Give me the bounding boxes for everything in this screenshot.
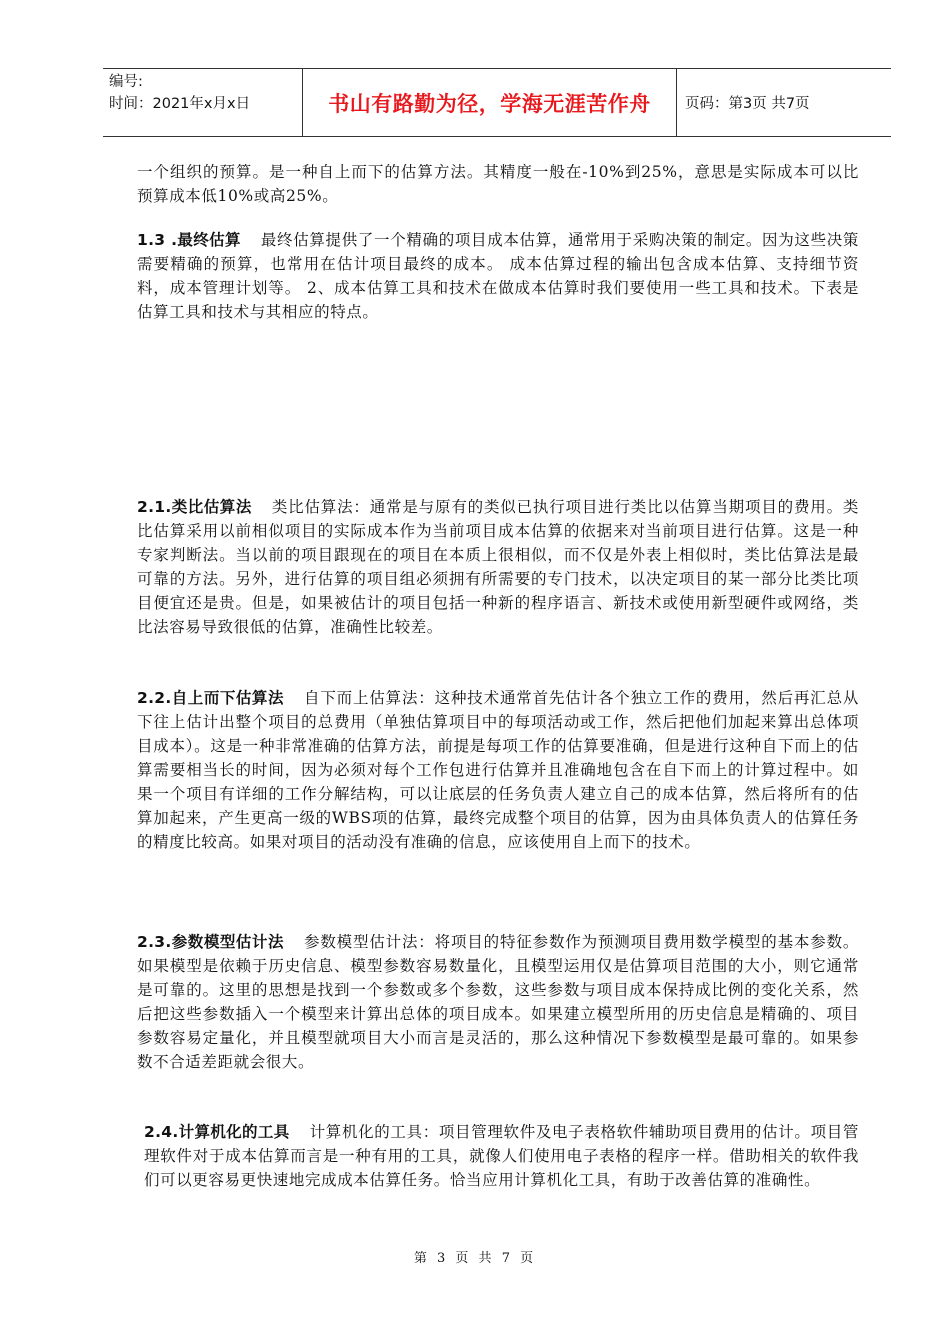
section-heading: 2.4.计算机化的工具	[144, 1123, 290, 1141]
header-motto: 书山有路勤为径，学海无涯苦作舟	[303, 69, 677, 136]
page-footer: 第 3 页 共 7 页	[413, 1251, 537, 1266]
header-meta	[103, 69, 303, 136]
paragraph-computerized-tools	[144, 1120, 859, 1192]
paragraph-text: 计算机化的工具：项目管理软件及电子表格软件辅助项目费用的估计。项目管理软件对于成本估算而言是一种有用的工具，就像人们使用电子表格的程序一样。借助相关的软件我们可以更容易更快速地完成成本估算任务。恰当应用计算机化工具，有助于改善估算的准确性。	[144, 1123, 859, 1189]
section-heading: 2.2.自上而下估算法	[137, 689, 284, 707]
document-time-label: 时间：2021年x月x日	[109, 96, 251, 112]
paragraph-text: 一个组织的预算。是一种自上而下的估算方法。其精度一般在-10%到25%，意思是实际成本可以比预算成本低10%或高25%。	[137, 163, 859, 205]
paragraph-text: 参数模型估计法：将项目的特征参数作为预测项目费用数学模型的基本参数。如果模型是依赖于历史信息、模型参数容易数量化，且模型运用仅是估算项目范围的大小，则它通常是可靠的。这里的思想是找到一个参数或多个参数，这些参数与项目成本保持成比例的变化关系，然后把这些参数插入一个模型来计算出总体的项目成本。如果建立模型所用的历史信息是精确的、项目参数容易定量化，并且模型就项目大小而言是灵活的，那么这种情况下参数模型是最可靠的。如果参数不合适差距就会很大。	[137, 933, 859, 1071]
paragraph-top-down-estimate	[137, 686, 859, 854]
section-heading: 2.1.类比估算法	[137, 498, 252, 516]
paragraph-text: 自下而上估算法：这种技术通常首先估计各个独立工作的费用，然后再汇总从下往上估计出整个项目的总费用（单独估算项目中的每项活动或工作，然后把他们加起来算出总体项目成本）。这是一种非常准确的估算方法，前提是每项工作的估算要准确，但是进行这种自下而上的估算需要相当长的时间，因为必须对每个工作包进行估算并且准确地包含在自下而上的计算过程中。如果一个项目有详细的工作分解结构，可以让底层的任务负责人建立自己的成本估算，然后将所有的估算加起来，产生更高一级的WBS项的估算，最终完成整个项目的估算，因为由具体负责人的估算任务的精度比较高。如果对项目的活动没有准确的信息，应该使用自上而下的技术。	[137, 689, 859, 851]
paragraph-parametric-estimate	[137, 930, 859, 1074]
header-page-label: 页码：第3页 共7页	[685, 96, 810, 112]
paragraph-budget-estimate	[137, 160, 859, 208]
paragraph-text: 最终估算提供了一个精确的项目成本估算，通常用于采购决策的制定。因为这些决策需要精确的预算，也常用在估计项目最终的成本。 成本估算过程的输出包含成本估算、支持细节资料，成本管理计划等。 2、成本估算工具和技术在做成本估算时我们要使用一些工具和技术。下表是估算工具和技术与其相应的特点。	[137, 231, 859, 321]
paragraph-analogous-estimate	[137, 495, 859, 639]
section-heading: 2.3.参数模型估计法	[137, 933, 284, 951]
paragraph-text: 类比估算法：通常是与原有的类似已执行项目进行类比以估算当期项目的费用。类比估算采用以前相似项目的实际成本作为当前项目成本估算的依据来对当前项目进行估算。这是一种专家判断法。当以前的项目跟现在的项目在本质上很相似，而不仅是外表上相似时，类比估算法是最可靠的方法。另外，进行估算的项目组必须拥有所需要的专门技术，以决定项目的某一部分比类比项目便宜还是贵。但是，如果被估计的项目包括一种新的程序语言、新技术或使用新型硬件或网络，类比法容易导致很低的估算，准确性比较差。	[137, 498, 859, 636]
page-header	[103, 68, 891, 137]
section-heading: 1.3 .最终估算	[137, 231, 241, 249]
document-number-label: 编号:	[109, 74, 143, 90]
paragraph-final-estimate	[137, 228, 859, 324]
